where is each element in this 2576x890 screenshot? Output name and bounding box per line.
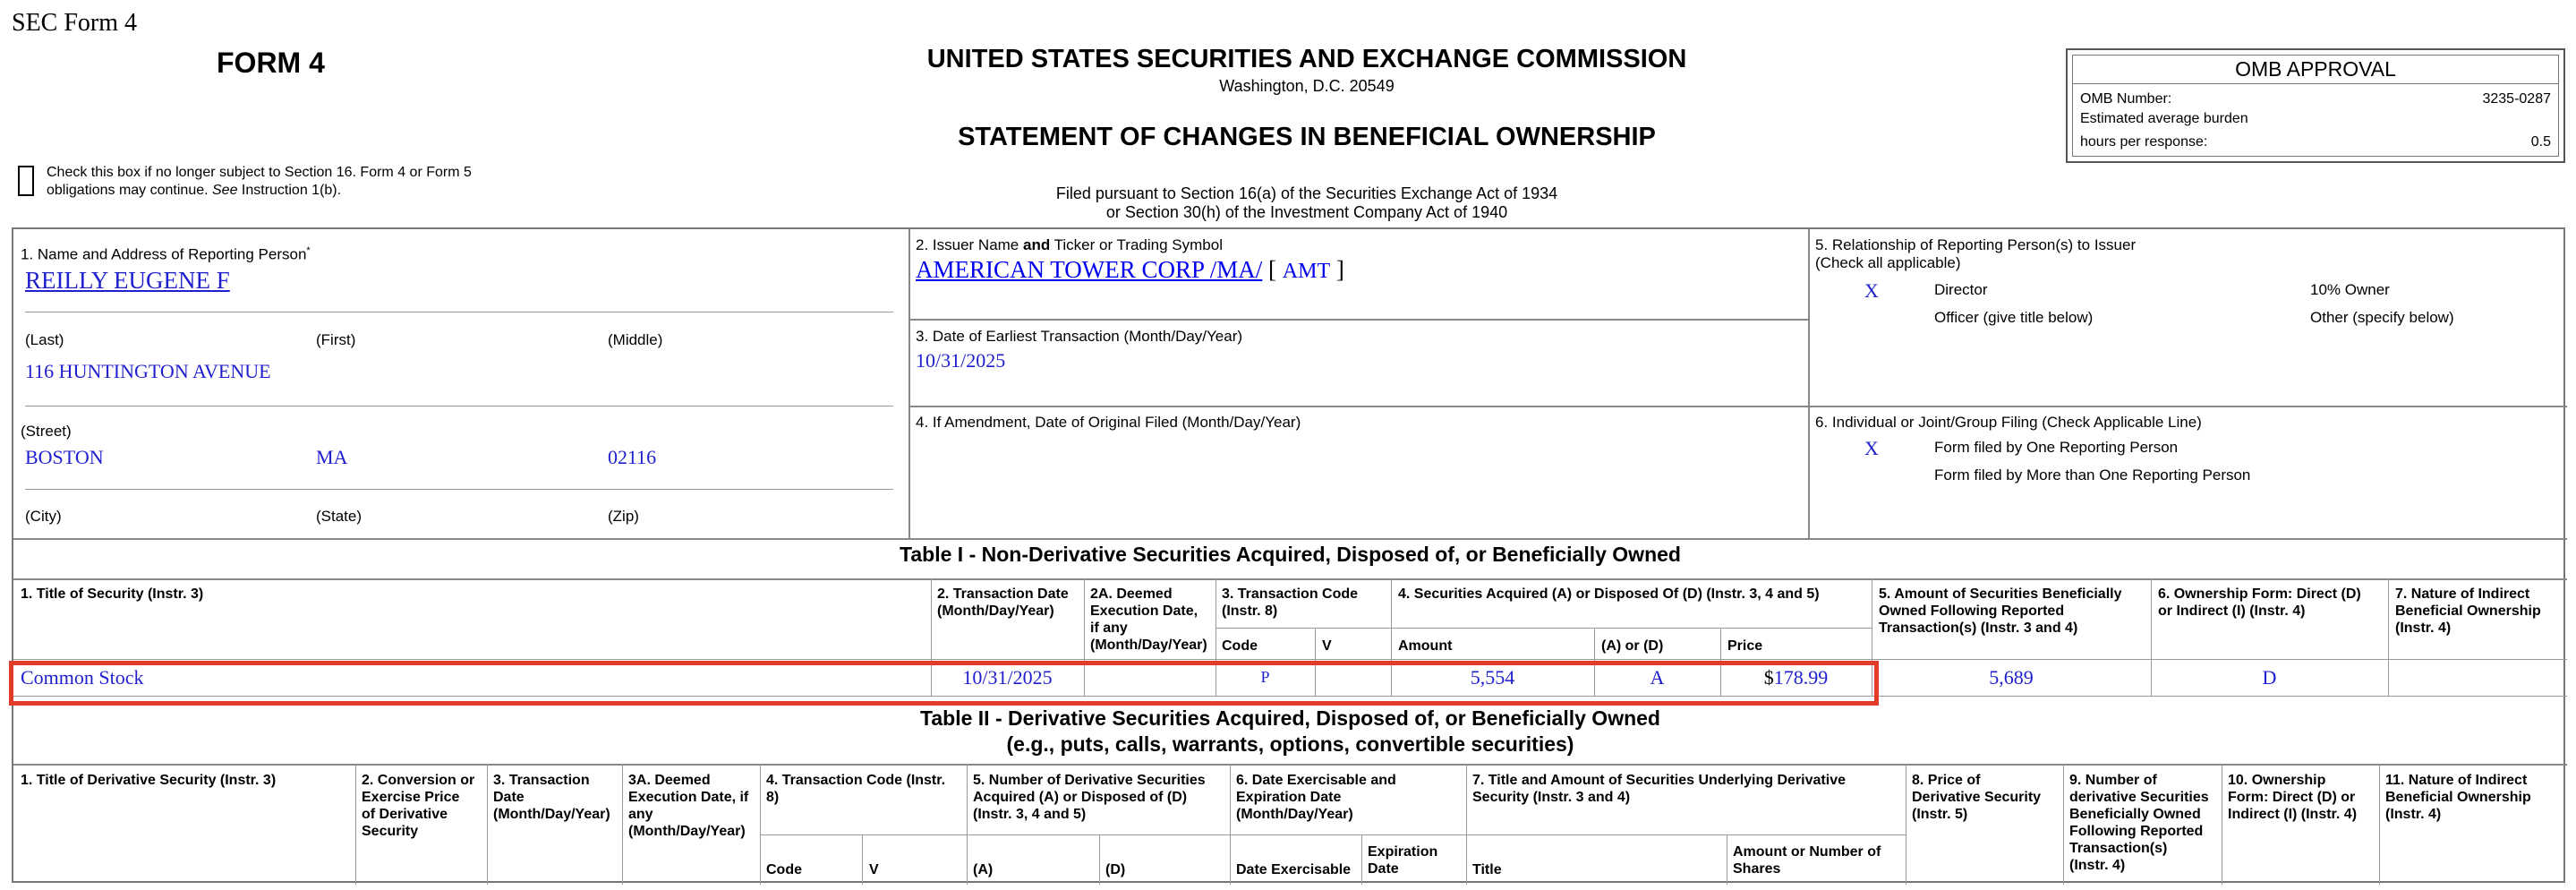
earliest-date-label: 3. Date of Earliest Transaction (Month/Day/Year) xyxy=(916,328,1243,345)
t2-h-expiration-l2: Date xyxy=(1368,861,1399,877)
t2-h-conversion-l1: 2. Conversion or xyxy=(362,773,475,788)
t2-h-number-l1: 5. Number of Derivative Securities xyxy=(973,773,1206,788)
reporting-person-asterisk: * xyxy=(306,245,311,256)
t1-h-nature-l2: Beneficial Ownership xyxy=(2395,603,2541,619)
t2-h-ownership-l2: Form: Direct (D) or xyxy=(2228,790,2356,805)
more-persons-label: Form filed by More than One Reporting Person xyxy=(1934,466,2251,484)
row-highlight-box xyxy=(9,661,1879,706)
t1-h-ownership-l2: or Indirect (I) (Instr. 4) xyxy=(2158,603,2306,619)
t1-h-nature xyxy=(2395,586,2541,637)
omb-number-value: 3235-0287 xyxy=(2482,91,2551,107)
t2-h-owned-l2: derivative Securities xyxy=(2069,790,2209,805)
t2-h-code-l2: 8) xyxy=(766,790,780,805)
t2-h-nature-l3: (Instr. 4) xyxy=(2385,807,2442,822)
t2-h-number xyxy=(973,772,1206,823)
t2-h-underlying xyxy=(1472,772,1846,806)
t1-row-owned: 5,689 xyxy=(1989,666,2034,689)
t1-row-code: P xyxy=(1260,668,1270,686)
t2-h-date xyxy=(493,772,610,823)
t2-h-underlying-l1: 7. Title and Amount of Securities Underlying Derivative xyxy=(1472,773,1846,788)
ticker-bracket-close: ] xyxy=(1335,256,1344,283)
table2-title: Table II - Derivative Securities Acquired, Disposed of, or Beneficially Owned xyxy=(920,706,1660,730)
t2-h-owned-l1: 9. Number of xyxy=(2069,773,2157,788)
issuer-label-and: and xyxy=(1023,236,1051,253)
t2-h-underlying-amount-l1: Amount or Number of xyxy=(1733,844,1881,860)
t1-h-code-l1: 3. Transaction Code xyxy=(1222,586,1359,602)
checkbox-line-2-pre: obligations may continue. xyxy=(47,183,212,198)
t1-h-nature-l3: (Instr. 4) xyxy=(2395,620,2452,636)
amendment-label: 4. If Amendment, Date of Original Filed (Month/Day/Year) xyxy=(916,414,1301,431)
zip-label: (Zip) xyxy=(608,508,639,525)
table1-title: Table I - Non-Derivative Securities Acquired, Disposed of, or Beneficially Owned xyxy=(900,543,1681,566)
t1-h-deemed-l4: (Month/Day/Year) xyxy=(1090,638,1207,653)
street-value: 116 HUNTINGTON AVENUE xyxy=(25,360,271,382)
t2-h-underlying-amount xyxy=(1733,843,1881,877)
issuer-line xyxy=(916,256,1344,284)
t2-h-deemed-l2: Execution Date, if xyxy=(628,790,749,805)
reporting-person-name-link[interactable]: REILLY EUGENE F xyxy=(25,267,230,294)
t1-row-form: D xyxy=(2262,666,2277,689)
t2-h-expiration xyxy=(1368,843,1437,877)
reporting-person-label-text: 1. Name and Address of Reporting Person xyxy=(21,245,307,263)
form-main-box xyxy=(12,227,2565,883)
agency-city: Washington, D.C. 20549 xyxy=(1219,77,1395,95)
t1-h-owned-l2: Owned Following Reported xyxy=(1879,603,2065,619)
city-value: BOSTON xyxy=(25,446,104,468)
t1-h-date-l2: (Month/Day/Year) xyxy=(937,603,1054,619)
first-name-label: (First) xyxy=(316,331,356,348)
t1-row-title: Common Stock xyxy=(21,666,144,689)
filed-line-2: or Section 30(h) of the Investment Company Act of 1940 xyxy=(1105,203,1508,221)
t2-h-nature-l2: Beneficial Ownership xyxy=(2385,790,2531,805)
t1-row-date: 10/31/2025 xyxy=(962,666,1053,689)
t2-h-d: (D) xyxy=(1105,862,1126,877)
t1-row-price: 178.99 xyxy=(1773,666,1829,689)
t2-h-number-l2: Acquired (A) or Disposed of (D) xyxy=(973,790,1188,805)
relationship-label-line-2: (Check all applicable) xyxy=(1815,254,1961,271)
checkbox-see: See xyxy=(212,183,238,198)
other-label: Other (specify below) xyxy=(2310,309,2454,326)
t1-h-title: 1. Title of Security (Instr. 3) xyxy=(21,586,204,602)
form-title: FORM 4 xyxy=(217,47,325,79)
omb-number-label: OMB Number: xyxy=(2080,91,2172,107)
t2-h-conversion xyxy=(362,772,474,840)
statement-title: STATEMENT OF CHANGES IN BENEFICIAL OWNERSHIP xyxy=(958,123,1656,151)
t2-h-ownership-form xyxy=(2228,772,2357,823)
page-label: SEC Form 4 xyxy=(12,9,138,37)
t2-h-title: 1. Title of Derivative Security (Instr. 3) xyxy=(21,773,277,788)
section16-checkbox-label xyxy=(47,164,512,200)
t1-h-date-l1: 2. Transaction Date xyxy=(937,586,1069,602)
state-value: MA xyxy=(316,446,348,468)
omb-title: OMB APPROVAL xyxy=(2073,56,2558,84)
t2-h-a: (A) xyxy=(973,862,994,877)
t2-h-date-l1: 3. Transaction xyxy=(493,773,590,788)
issuer-label-post: Ticker or Trading Symbol xyxy=(1050,236,1223,253)
zip-value: 02116 xyxy=(608,446,657,468)
t1-h-deemed xyxy=(1090,586,1207,654)
t2-h-owned-l3: Beneficially Owned xyxy=(2069,807,2201,822)
one-person-label: Form filed by One Reporting Person xyxy=(1934,439,2179,456)
checkbox-line-2 xyxy=(47,182,512,200)
t1-h-code-sub: Code xyxy=(1222,638,1258,654)
t2-h-owned-l5: Transaction(s) xyxy=(2069,841,2168,856)
t2-h-v-sub: V xyxy=(869,862,879,877)
t1-h-ownership-form xyxy=(2158,586,2361,620)
t2-h-price-l1: 8. Price of xyxy=(1912,773,1981,788)
ten-pct-owner-label: 10% Owner xyxy=(2310,281,2390,298)
section16-checkbox[interactable] xyxy=(18,166,34,196)
t1-h-v-sub: V xyxy=(1322,638,1332,654)
t2-h-deemed xyxy=(628,772,748,840)
ticker-link[interactable]: AMT xyxy=(1282,260,1331,283)
filed-pursuant xyxy=(913,184,1701,222)
t2-h-exercisable-l1: 6. Date Exercisable and xyxy=(1236,773,1396,788)
table2-title-block xyxy=(13,706,2567,757)
t2-h-date-l3: (Month/Day/Year) xyxy=(493,807,610,822)
t2-h-ownership-l1: 10. Ownership xyxy=(2228,773,2326,788)
t2-h-code-l1: 4. Transaction Code (Instr. xyxy=(766,773,946,788)
omb-hours-label: hours per response: xyxy=(2080,134,2208,150)
street-label: (Street) xyxy=(21,423,72,440)
relationship-label-line-1: 5. Relationship of Reporting Person(s) to Issuer xyxy=(1815,236,2137,253)
t1-h-nature-l1: 7. Nature of Indirect xyxy=(2395,586,2530,602)
ticker-bracket-open: [ xyxy=(1268,256,1277,283)
omb-hours-value: 0.5 xyxy=(2530,134,2551,150)
reporting-person-label xyxy=(21,242,311,264)
last-name-label: (Last) xyxy=(25,331,64,348)
city-label: (City) xyxy=(25,508,62,525)
t2-h-expiration-l1: Expiration xyxy=(1368,844,1438,860)
t1-h-owned xyxy=(1879,586,2121,637)
director-label: Director xyxy=(1934,281,1988,298)
t1-h-acquired: 4. Securities Acquired (A) or Disposed Of (D) (Instr. 3, 4 and 5) xyxy=(1398,586,1820,602)
t2-h-exercisable-l2: Expiration Date xyxy=(1236,790,1342,805)
t2-h-date-exercisable: Date Exercisable xyxy=(1236,862,1352,877)
t1-row-aord: A xyxy=(1650,666,1665,689)
issuer-label xyxy=(916,236,1223,254)
t2-h-underlying-l2: Security (Instr. 3 and 4) xyxy=(1472,790,1631,805)
t2-h-price-l2: Derivative Security xyxy=(1912,790,2042,805)
t2-h-deemed-l4: (Month/Day/Year) xyxy=(628,824,746,839)
issuer-label-pre: 2. Issuer Name xyxy=(916,236,1023,253)
t2-h-price xyxy=(1912,772,2041,823)
middle-name-label: (Middle) xyxy=(608,331,663,348)
t1-h-code-l2: (Instr. 8) xyxy=(1222,603,1278,619)
t2-h-exercisable-l3: (Month/Day/Year) xyxy=(1236,807,1353,822)
t1-h-deemed-l3: if any xyxy=(1090,620,1128,636)
t1-h-owned-l3: Transaction(s) (Instr. 3 and 4) xyxy=(1879,620,2078,636)
t2-h-nature-l1: 11. Nature of Indirect xyxy=(2385,773,2528,788)
checkbox-line-2-post: Instruction 1(b). xyxy=(237,183,342,198)
t2-h-underlying-title: Title xyxy=(1472,862,1502,877)
t1-h-deemed-l2: Execution Date, xyxy=(1090,603,1198,619)
filing-label: 6. Individual or Joint/Group Filing (Check Applicable Line) xyxy=(1815,414,2202,431)
t1-h-aord: (A) or (D) xyxy=(1601,638,1664,654)
t1-h-amount: Amount xyxy=(1398,638,1453,654)
issuer-name-link[interactable]: AMERICAN TOWER CORP /MA/ xyxy=(916,256,1263,283)
t2-h-conversion-l3: of Derivative xyxy=(362,807,448,822)
officer-label: Officer (give title below) xyxy=(1934,309,2094,326)
t1-h-price: Price xyxy=(1727,638,1763,654)
one-person-mark: X xyxy=(1864,437,1879,459)
t1-h-owned-l1: 5. Amount of Securities Beneficially xyxy=(1879,586,2122,602)
t2-h-number-l3: (Instr. 3, 4 and 5) xyxy=(973,807,1087,822)
t2-h-ownership-l3: Indirect (I) (Instr. 4) xyxy=(2228,807,2358,822)
t1-h-deemed-l1: 2A. Deemed xyxy=(1090,586,1173,602)
state-label: (State) xyxy=(316,508,363,525)
t1-h-code xyxy=(1222,586,1358,620)
t2-h-exercisable xyxy=(1236,772,1396,823)
omb-burden-label: Estimated average burden xyxy=(2080,111,2248,126)
earliest-date-value: 10/31/2025 xyxy=(916,349,1006,372)
table2-subtitle: (e.g., puts, calls, warrants, options, convertible securities) xyxy=(1006,732,1574,756)
t2-h-deemed-l3: any xyxy=(628,807,653,822)
filed-line-1: Filed pursuant to Section 16(a) of the Securities Exchange Act of 1934 xyxy=(1055,184,1558,202)
t1-row-price-sign: $ xyxy=(1763,666,1774,689)
agency-name: UNITED STATES SECURITIES AND EXCHANGE COMMISSION xyxy=(926,45,1687,73)
t1-h-ownership-l1: 6. Ownership Form: Direct (D) xyxy=(2158,586,2361,602)
t2-h-conversion-l2: Exercise Price xyxy=(362,790,460,805)
t2-h-code xyxy=(766,772,945,806)
t1-h-date xyxy=(937,586,1069,620)
relationship-label xyxy=(1815,236,2136,272)
director-mark: X xyxy=(1864,279,1879,302)
t2-h-owned-l6: (Instr. 4) xyxy=(2069,858,2126,873)
t2-h-nature xyxy=(2385,772,2531,823)
t1-row-amount: 5,554 xyxy=(1470,666,1515,689)
t2-h-price-l3: (Instr. 5) xyxy=(1912,807,1968,822)
t2-h-deemed-l1: 3A. Deemed xyxy=(628,773,711,788)
t2-h-underlying-amount-l2: Shares xyxy=(1733,861,1781,877)
omb-approval-box xyxy=(2066,48,2565,163)
t2-h-conversion-l4: Security xyxy=(362,824,419,839)
t2-h-date-l2: Date xyxy=(493,790,525,805)
t2-h-code-sub: Code xyxy=(766,862,802,877)
t2-h-owned-l4: Following Reported xyxy=(2069,824,2204,839)
t2-h-owned xyxy=(2069,772,2209,874)
checkbox-line-1: Check this box if no longer subject to Section 16. Form 4 or Form 5 xyxy=(47,165,472,180)
